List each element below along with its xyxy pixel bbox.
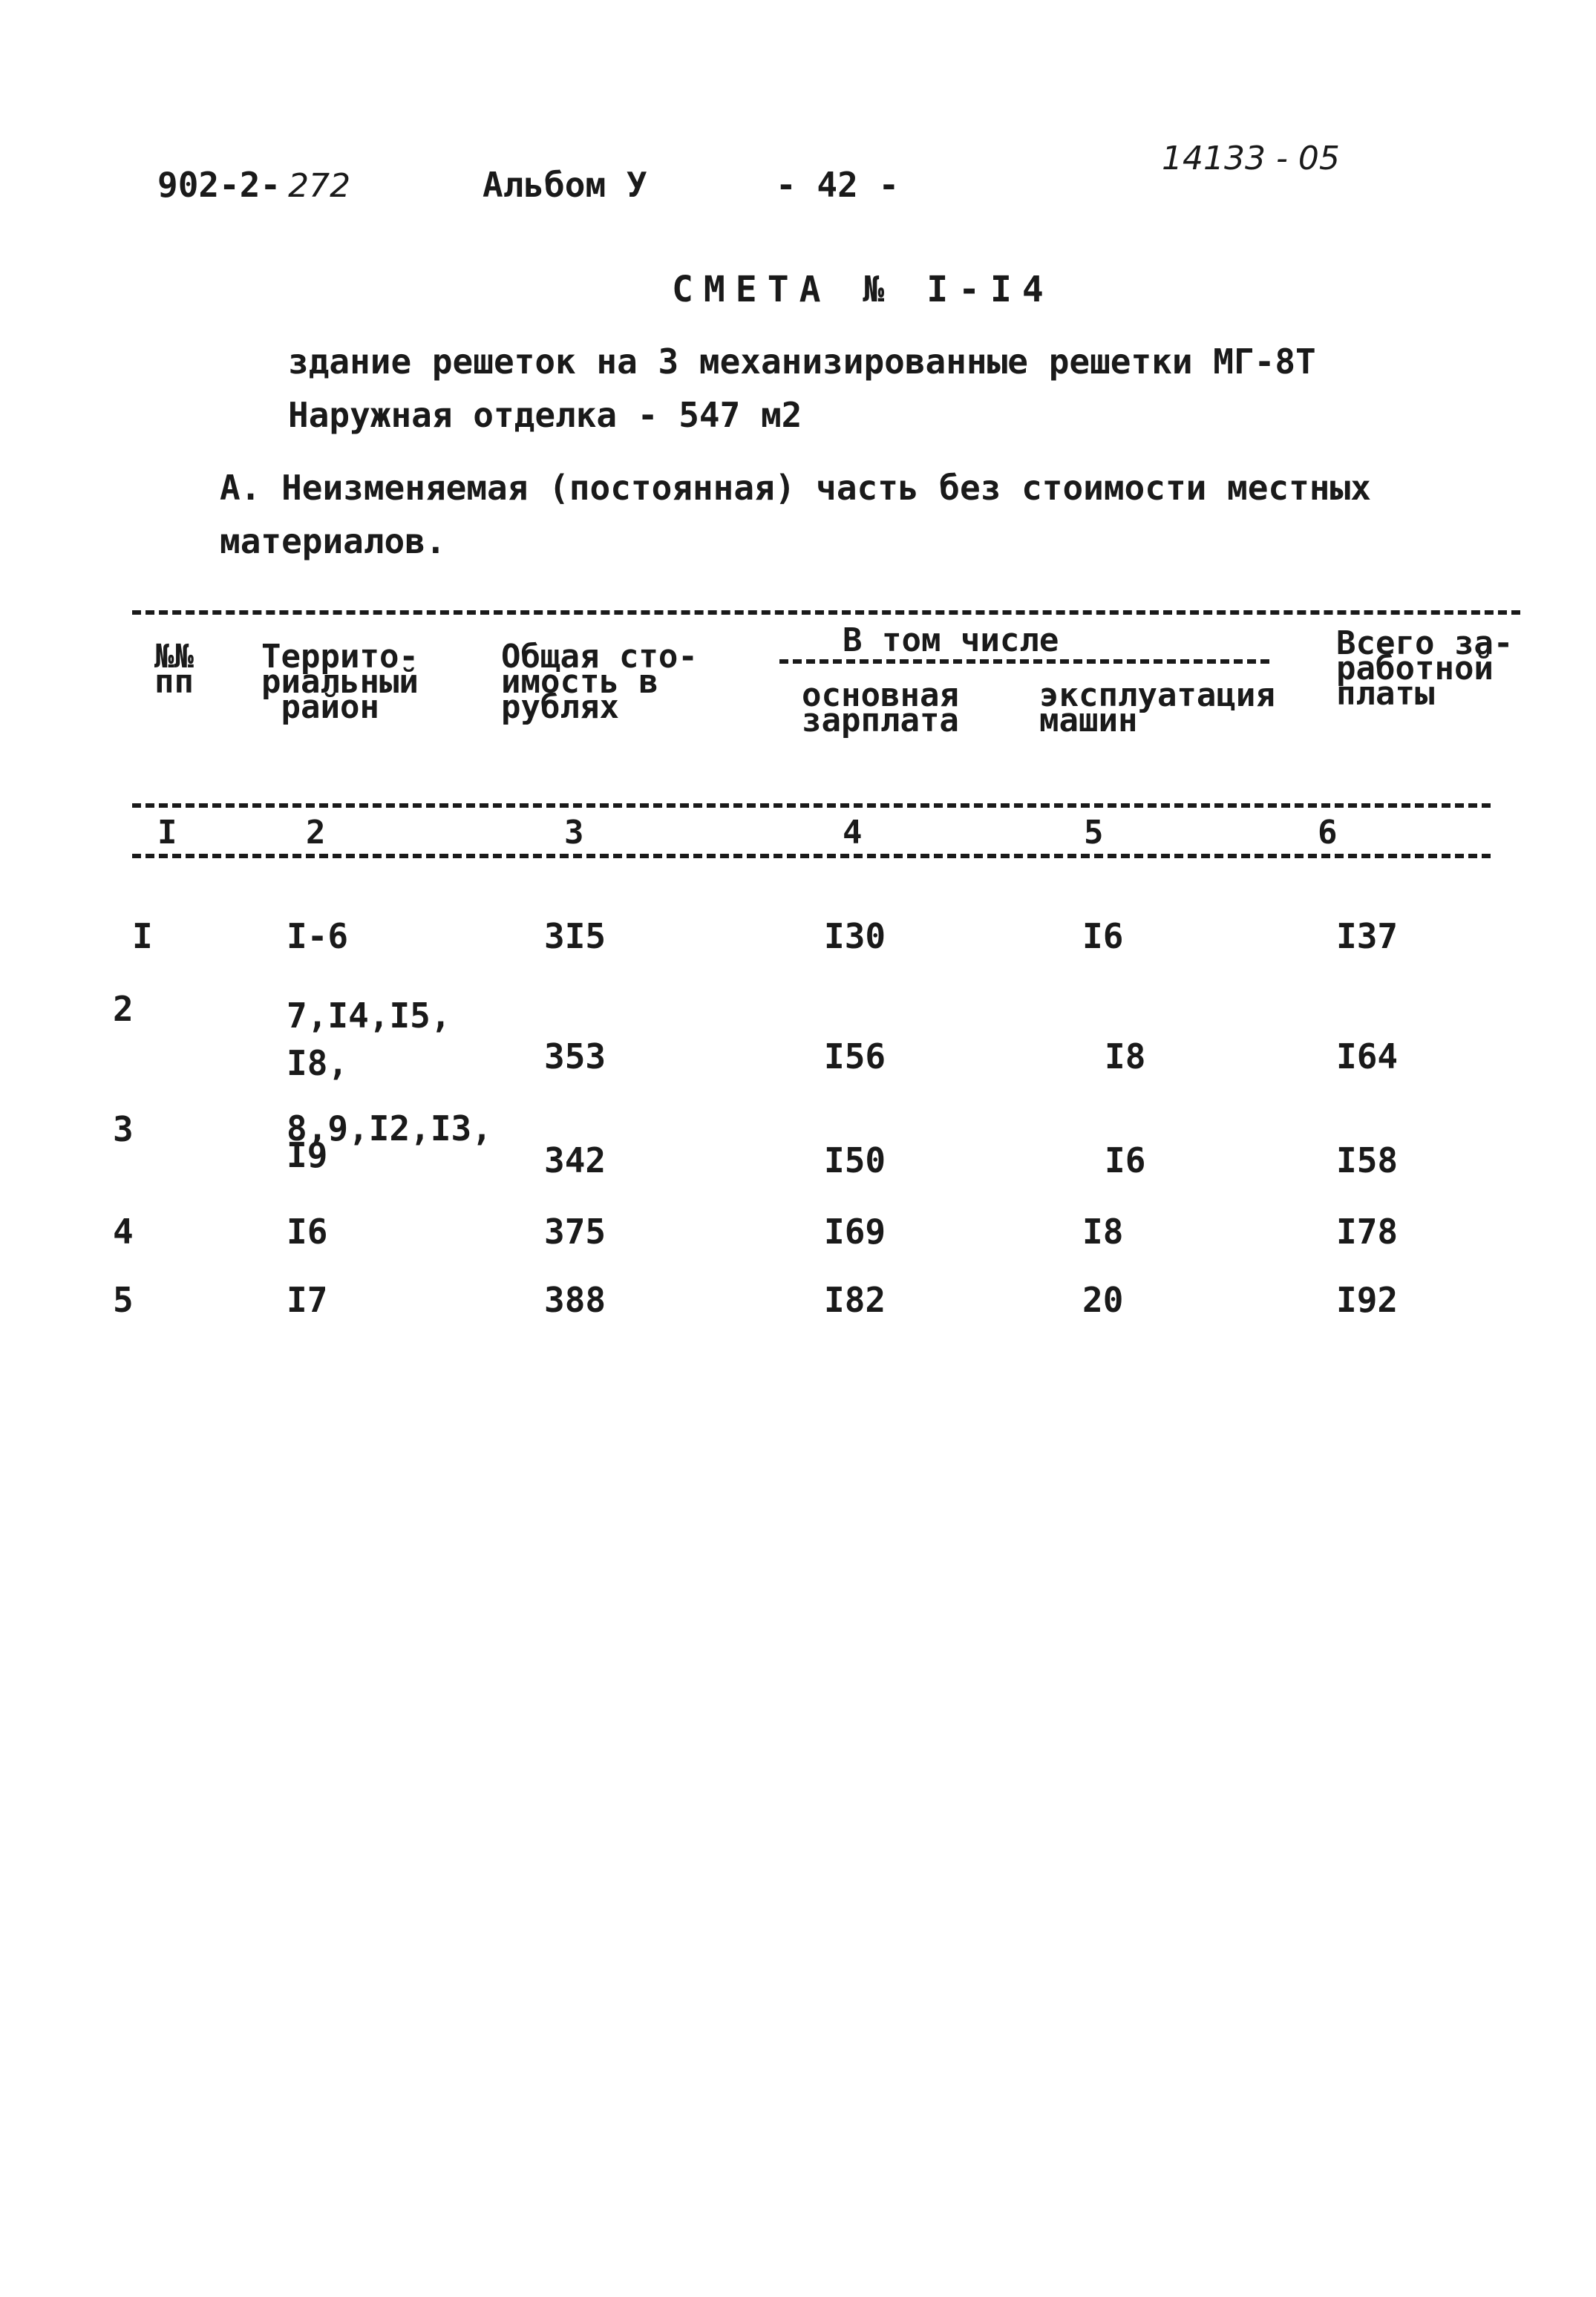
row-number: 2	[113, 989, 134, 1029]
total-wages-cell: I64	[1336, 1036, 1399, 1076]
total-cost-cell: 3I5	[544, 916, 606, 956]
section-heading: А. Неизменяемая (постоянная) часть без стоимости местных	[220, 468, 1371, 508]
machine-operation-cell: I6	[1105, 1140, 1146, 1180]
column-number-2: 2	[306, 814, 326, 852]
header-row-number: №№ пп	[154, 638, 194, 701]
region-cell: 7,I4,I5, I8,	[287, 996, 451, 1083]
page-number: - 42 -	[776, 165, 900, 205]
header-machine-operation: эксплуатация машин	[1039, 676, 1275, 739]
base-salary-cell: I50	[824, 1140, 886, 1180]
header-territorial-region: Террито- риальный район	[261, 638, 419, 726]
group-header-rule	[779, 659, 1269, 664]
machine-operation-cell: I6	[1082, 916, 1124, 956]
document-code-handwritten: 272	[288, 167, 351, 205]
total-wages-cell: I58	[1336, 1140, 1399, 1180]
base-salary-cell: I69	[824, 1212, 886, 1252]
page-title: СМЕТА № I-I4	[672, 269, 1054, 310]
row-number: 5	[113, 1280, 134, 1320]
handwritten-stamp-number: 14133 - 05	[1162, 140, 1340, 177]
column-number-4: 4	[843, 814, 863, 852]
document-code-printed: 902-2-	[157, 165, 281, 205]
total-cost-cell: 342	[544, 1140, 606, 1180]
region-cell: I7	[287, 1280, 328, 1320]
column-number-1: I	[157, 814, 177, 852]
subtitle-finishing: Наружная отделка - 547 м2	[288, 395, 802, 435]
column-number-5: 5	[1084, 814, 1104, 852]
document-code	[157, 165, 350, 205]
column-number-6: 6	[1318, 814, 1338, 852]
total-wages-cell: I92	[1336, 1280, 1399, 1320]
row-number: I	[132, 916, 153, 956]
header-total-wages: Всего за- работной платы	[1336, 624, 1514, 713]
machine-operation-cell: 20	[1082, 1280, 1124, 1320]
album-label: Альбом У	[483, 165, 647, 205]
machine-operation-cell: I8	[1082, 1212, 1124, 1252]
total-cost-cell: 388	[544, 1280, 606, 1320]
total-wages-cell: I78	[1336, 1212, 1399, 1252]
column-number-3: 3	[564, 814, 584, 852]
header-total-cost: Общая сто- имость в рублях	[501, 638, 698, 726]
total-cost-cell: 353	[544, 1036, 606, 1076]
base-salary-cell: I56	[824, 1036, 886, 1076]
machine-operation-cell: I8	[1105, 1036, 1146, 1076]
row-number: 3	[113, 1109, 134, 1149]
header-bottom-rule	[132, 803, 1491, 808]
row-number: 4	[113, 1212, 134, 1252]
region-cell: 8,9,I2,I3, I9	[287, 1108, 492, 1175]
column-numbers-rule	[132, 854, 1491, 858]
header-base-salary: основная зарплата	[802, 676, 959, 739]
region-cell: I6	[287, 1212, 328, 1252]
region-cell: I-6	[287, 916, 349, 956]
base-salary-cell: I82	[824, 1280, 886, 1320]
total-cost-cell: 375	[544, 1212, 606, 1252]
section-heading-cont: материалов.	[220, 521, 446, 561]
total-wages-cell: I37	[1336, 916, 1399, 956]
header-including-group: В том числе	[843, 621, 1059, 659]
subtitle-building: здание решеток на 3 механизированные решетки МГ-8Т	[288, 342, 1316, 382]
base-salary-cell: I30	[824, 916, 886, 956]
table-top-rule	[132, 610, 1520, 615]
